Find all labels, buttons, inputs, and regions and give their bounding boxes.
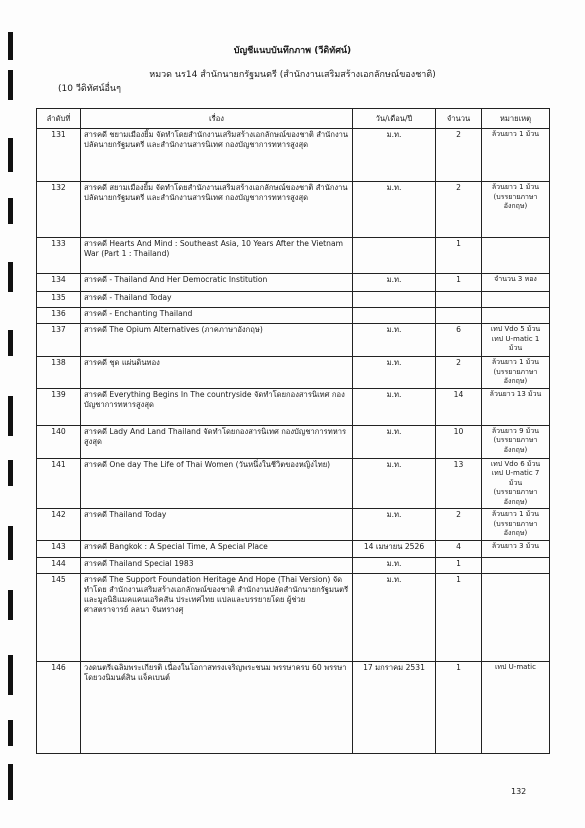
row-date: 17 มกราคม 2531: [353, 662, 436, 754]
row-quantity: 4: [436, 541, 482, 558]
column-header-number: ลำดับที่: [37, 109, 81, 129]
row-number: 135: [37, 292, 81, 308]
row-title: สารคดี Lady And Land Thailand จัดทำโดยกองสารนิเทศ กองบัญชาการทหารสูงสุด: [81, 425, 353, 458]
row-date: ม.ท.: [353, 274, 436, 292]
row-title: สารคดี - Thailand And Her Democratic Institution: [81, 274, 353, 292]
row-number: 139: [37, 388, 81, 425]
column-header-quantity: จำนวน: [436, 109, 482, 129]
row-title: สารคดี Bangkok : A Special Time, A Special Place: [81, 541, 353, 558]
row-quantity: [436, 308, 482, 324]
remark-line: (บรรยายภาษาอังกฤษ): [493, 436, 538, 454]
row-title: สารคดี สยามเมืองยิ้ม จัดทำโดยสำนักงานเสริมสร้างเอกลักษณ์ของชาติ สำนักงานปลัดนายกรัฐมนตรี และสำนักงานสารนิเทศ กองบัญชาการทหารสูงสุด: [81, 182, 353, 238]
row-number: 141: [37, 458, 81, 509]
scan-margin-mark: [8, 460, 13, 486]
scan-margin-mark: [8, 590, 13, 620]
row-title: สารคดี ชยามเมืองยิ้ม จัดทำโดยสำนักงานเสริมสร้างเอกลักษณ์ของชาติ สำนักงานปลัดนายกรัฐมนตรี และสำนักงานสารนิเทศ กองบัญชาการทหารสูงสุด: [81, 129, 353, 182]
row-title: สารคดี Thailand Today: [81, 509, 353, 541]
table-row: [37, 238, 550, 274]
row-quantity: 6: [436, 324, 482, 357]
row-title: สารคดี Thailand Special 1983: [81, 558, 353, 574]
scan-margin-mark: [8, 655, 13, 695]
remark-line: (บรรยายภาษาอังกฤษ): [493, 192, 538, 210]
row-quantity: 2: [436, 129, 482, 182]
row-title: วงดนตรีเฉลิมพระเกียรติ เนื่องในโอกาสทรงเจริญพระชนม พรรษาครบ 60 พรรษา โดยวงนิมนต์สิน แจ็คเบนต์: [81, 662, 353, 754]
remark-line: ล้วนยาว 1 ม้วน: [491, 130, 540, 138]
row-quantity: 1: [436, 558, 482, 574]
row-title: สารคดี The Opium Alternatives (ภาคภาษาอังกฤษ): [81, 324, 353, 357]
page-number: 132: [511, 787, 527, 796]
column-header-title: เรื่อง: [81, 109, 353, 129]
row-remarks: [482, 357, 550, 389]
column-header-remarks: หมายเหตุ: [482, 109, 550, 129]
row-title: สารคดี - Enchanting Thailand: [81, 308, 353, 324]
row-remarks: [482, 662, 550, 754]
row-date: 14 เมษายน 2526: [353, 541, 436, 558]
row-number: 142: [37, 509, 81, 541]
row-remarks: [482, 558, 550, 574]
row-quantity: 2: [436, 182, 482, 238]
row-number: 138: [37, 357, 81, 389]
row-quantity: 14: [436, 388, 482, 425]
table-row: [37, 274, 550, 292]
row-title: สารคดี One day The Life of Thai Women (วันหนึ่งในชีวิตของหญิงไทย): [81, 458, 353, 509]
row-date: ม.ท.: [353, 129, 436, 182]
remark-line: ล้วนยาว 13 ม้วน: [489, 389, 542, 398]
row-remarks: [482, 541, 550, 558]
row-remarks: [482, 388, 550, 425]
row-date: [353, 308, 436, 324]
row-quantity: 1: [436, 574, 482, 662]
remark-line: ล้วนยาว 1 ม้วน: [491, 183, 540, 191]
scan-margin-mark: [8, 330, 13, 356]
table-row: [37, 425, 550, 458]
row-date: ม.ท.: [353, 558, 436, 574]
row-quantity: 1: [436, 238, 482, 274]
row-remarks: [482, 509, 550, 541]
row-quantity: 1: [436, 662, 482, 754]
remark-line: ล้วนยาว 1 ม้วน: [491, 510, 540, 518]
row-date: ม.ท.: [353, 182, 436, 238]
scan-margin-mark: [8, 526, 13, 560]
scan-margin-mark: [8, 764, 13, 800]
row-quantity: 1: [436, 274, 482, 292]
row-date: [353, 292, 436, 308]
row-number: 136: [37, 308, 81, 324]
table-row: [37, 308, 550, 324]
table-row: [37, 662, 550, 754]
row-remarks: [482, 425, 550, 458]
row-remarks: [482, 182, 550, 238]
row-number: 137: [37, 324, 81, 357]
row-remarks: [482, 458, 550, 509]
table-row: [37, 129, 550, 182]
row-number: 143: [37, 541, 81, 558]
row-number: 131: [37, 129, 81, 182]
row-number: 146: [37, 662, 81, 754]
scan-margin-mark: [8, 720, 13, 746]
remark-line: เทป U-matic 7 ม้วน: [491, 469, 540, 487]
column-header-date: วัน/เดือน/ปี: [353, 109, 436, 129]
remark-line: จำนวน 3 หอง: [494, 275, 537, 283]
row-remarks: [482, 292, 550, 308]
remark-line: (บรรยายภาษาอังกฤษ): [493, 488, 538, 506]
row-number: 134: [37, 274, 81, 292]
row-number: 133: [37, 238, 81, 274]
video-register-table: [36, 108, 550, 754]
row-remarks: [482, 308, 550, 324]
table-header-row: [37, 109, 550, 129]
document-title: บัญชีแนบบันทึกภาพ (วีดิทัศน์): [233, 46, 352, 56]
row-remarks: [482, 324, 550, 357]
row-date: ม.ท.: [353, 574, 436, 662]
row-date: ม.ท.: [353, 425, 436, 458]
row-date: ม.ท.: [353, 509, 436, 541]
table-row: [37, 182, 550, 238]
table-row: [37, 324, 550, 357]
row-date: ม.ท.: [353, 357, 436, 389]
remark-line: ล้วนยาว 9 ม้วน: [491, 426, 540, 435]
section-line: (10 วีดิทัศน์อื่นๆ: [58, 84, 121, 94]
row-remarks: [482, 274, 550, 292]
row-quantity: 2: [436, 357, 482, 389]
scan-margin-mark: [8, 138, 13, 172]
row-title: สารคดี - Thailand Today: [81, 292, 353, 308]
row-quantity: 10: [436, 425, 482, 458]
remark-line: (บรรยายภาษาอังกฤษ): [493, 367, 538, 385]
table-row: [37, 357, 550, 389]
row-number: 144: [37, 558, 81, 574]
row-date: ม.ท.: [353, 388, 436, 425]
table-row: [37, 292, 550, 308]
table-row: [37, 388, 550, 425]
remark-line: เทป Vdo 5 ม้วน: [490, 325, 541, 333]
scan-margin-mark: [8, 198, 13, 224]
row-quantity: 2: [436, 509, 482, 541]
table-row: [37, 558, 550, 574]
row-number: 132: [37, 182, 81, 238]
scan-margin-mark: [8, 396, 13, 436]
table-row: [37, 541, 550, 558]
row-title: สารคดี Hearts And Mind : Southeast Asia, 10 Years After the Vietnam War (Part 1 : Thailand): [81, 238, 353, 274]
row-remarks: [482, 238, 550, 274]
row-title: สารคดี Everything Begins In The countryside จัดทำโดยกองสารนิเทศ กองบัญชาการทหารสูงสุด: [81, 388, 353, 425]
scan-margin-mark: [8, 262, 13, 292]
table-row: [37, 509, 550, 541]
row-remarks: [482, 129, 550, 182]
table-row: [37, 574, 550, 662]
remark-line: เทป U-matic: [495, 663, 536, 671]
remark-line: ล้วนยาว 3 ม้วน: [491, 542, 540, 550]
row-quantity: [436, 292, 482, 308]
remark-line: เทป U-matic 1 ม้วน: [491, 334, 540, 352]
remark-line: (บรรยายภาษาอังกฤษ): [493, 519, 538, 537]
row-quantity: 13: [436, 458, 482, 509]
row-remarks: [482, 574, 550, 662]
row-number: 145: [37, 574, 81, 662]
remark-line: เทป Vdo 6 ม้วน: [490, 459, 541, 468]
row-date: ม.ท.: [353, 324, 436, 357]
row-number: 140: [37, 425, 81, 458]
row-title: สารคดี ชุด แผ่นดินทอง: [81, 357, 353, 389]
row-date: ม.ท.: [353, 458, 436, 509]
agency-line: หมวด นร14 สำนักนายกรัฐมนตรี (สำนักงานเสริมสร้างเอกลักษณ์ของชาติ): [149, 70, 436, 80]
remark-line: ล้วนยาว 1 ม้วน: [491, 358, 540, 366]
row-date: [353, 238, 436, 274]
table-row: [37, 458, 550, 509]
row-title: สารคดี The Support Foundation Heritage And Hope (Thai Version) จัดทำโดย สำนักงานเสริมสร้างเอกลักษณ์ของชาติ สำนักงานปลัดสำนักนายกรัฐมนตรี และมูลนิธิแมคแคนเอริคสัน ประเทศไทย แปลและบรรยายโดย ผู้ช่วยศาสตราจารย์ ลลนา จันทรางศุ: [81, 574, 353, 662]
